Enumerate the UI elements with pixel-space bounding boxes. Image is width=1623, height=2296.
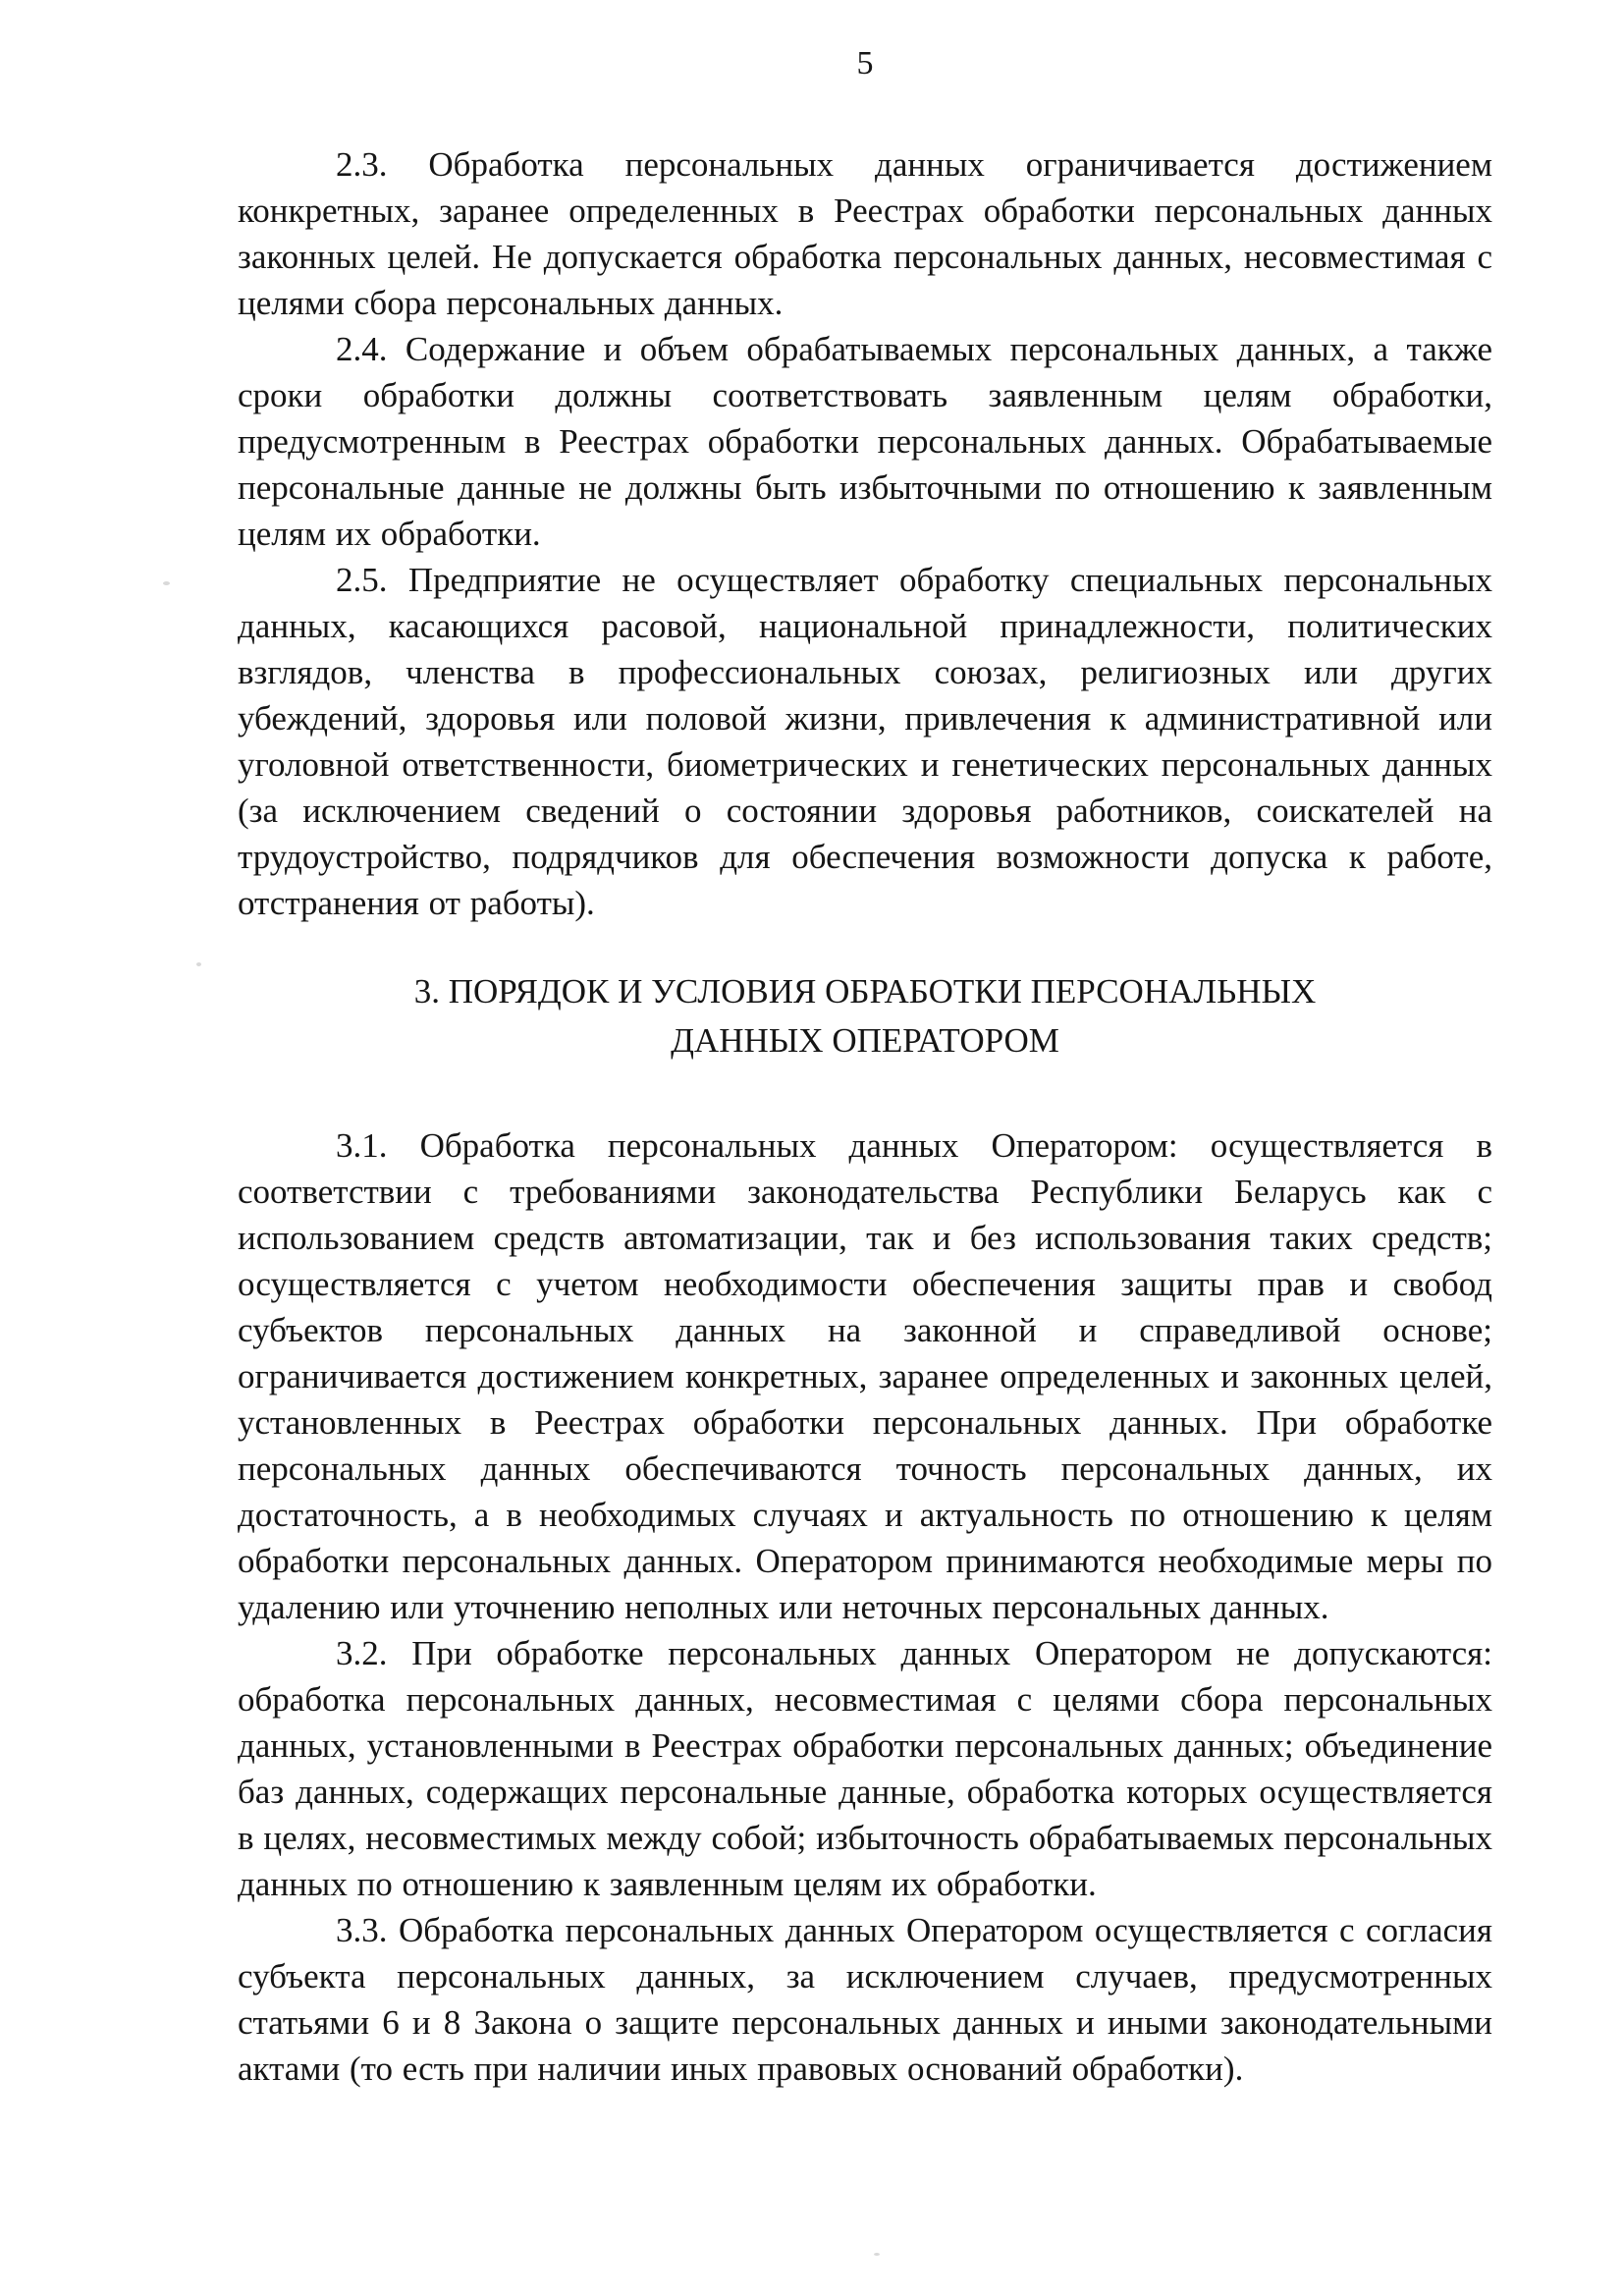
scan-speck bbox=[874, 2253, 880, 2256]
paragraph-3-3: 3.3. Обработка персональных данных Оператором осуществляется с согласия субъекта персональных данных, за исключением случаев, предусмотренных статьями 6 и 8 Закона о защите персональных данных и иными законодательными актами (то есть при наличии иных правовых оснований обработки). bbox=[238, 1911, 1492, 2088]
paragraph-3-2: 3.2. При обработке персональных данных Оператором не допускаются: обработка персональных данных, несовместимая с целями сбора персональных данных, установленными в Реестрах обработки персональных данных; объединение баз данных, содержащих персональные данные, обработка которых осуществляется в целях, несовместимых между собой; избыточность обрабатываемых персональных данных по отношению к заявленным целям их обработки. bbox=[238, 1634, 1492, 1903]
paragraph-2-3: 2.3. Обработка персональных данных ограничивается достижением конкретных, заранее определенных в Реестрах обработки персональных данных законных целей. Не допускается обработка персональных данных, несовместимая с целями сбора персональных данных. bbox=[238, 145, 1492, 322]
scan-speck bbox=[163, 581, 170, 585]
paragraph-3-1: 3.1. Обработка персональных данных Оператором: осуществляется в соответствии с требованиями законодательства Республики Беларусь как с использованием средств автоматизации, так и без использования таких средств; осуществляется с учетом необходимости обеспечения защиты прав и свобод субъектов персональных данных на законной и справедливой основе; ограничивается достижением конкретных, заранее определенных и законных целей, установленных в Реестрах обработки персональных данных. При обработке персональных данных обеспечиваются точность персональных данных, их достаточность, а в необходимых случаях и актуальность по отношению к целям обработки персональных данных. Оператором принимаются необходимые меры по удалению или уточнению неполных или неточных персональных данных. bbox=[238, 1126, 1492, 1626]
paragraph-2-5: 2.5. Предприятие не осуществляет обработку специальных персональных данных, касающихся расовой, национальной принадлежности, политических взглядов, членства в профессиональных союзах, религиозных или других убеждений, здоровья или половой жизни, привлечения к административной или уголовной ответственности, биометрических и генетических персональных данных (за исключением сведений о состоянии здоровья работников, соискателей на трудоустройство, подрядчиков для обеспечения возможности допуска к работе, отстранения от работы). bbox=[238, 561, 1492, 922]
scan-speck bbox=[196, 962, 201, 966]
page-number: 5 bbox=[856, 45, 874, 82]
section-3-heading: 3. ПОРЯДОК И УСЛОВИЯ ОБРАБОТКИ ПЕРСОНАЛЬНЫХ ДАННЫХ ОПЕРАТОРОМ bbox=[413, 972, 1317, 1060]
paragraph-2-4: 2.4. Содержание и объем обрабатываемых персональных данных, а также сроки обработки должны соответствовать заявленным целям обработки, предусмотренным в Реестрах обработки персональных данных. Обрабатываемые персональные данные не должны быть избыточными по отношению к заявленным целям их обработки. bbox=[238, 330, 1492, 553]
